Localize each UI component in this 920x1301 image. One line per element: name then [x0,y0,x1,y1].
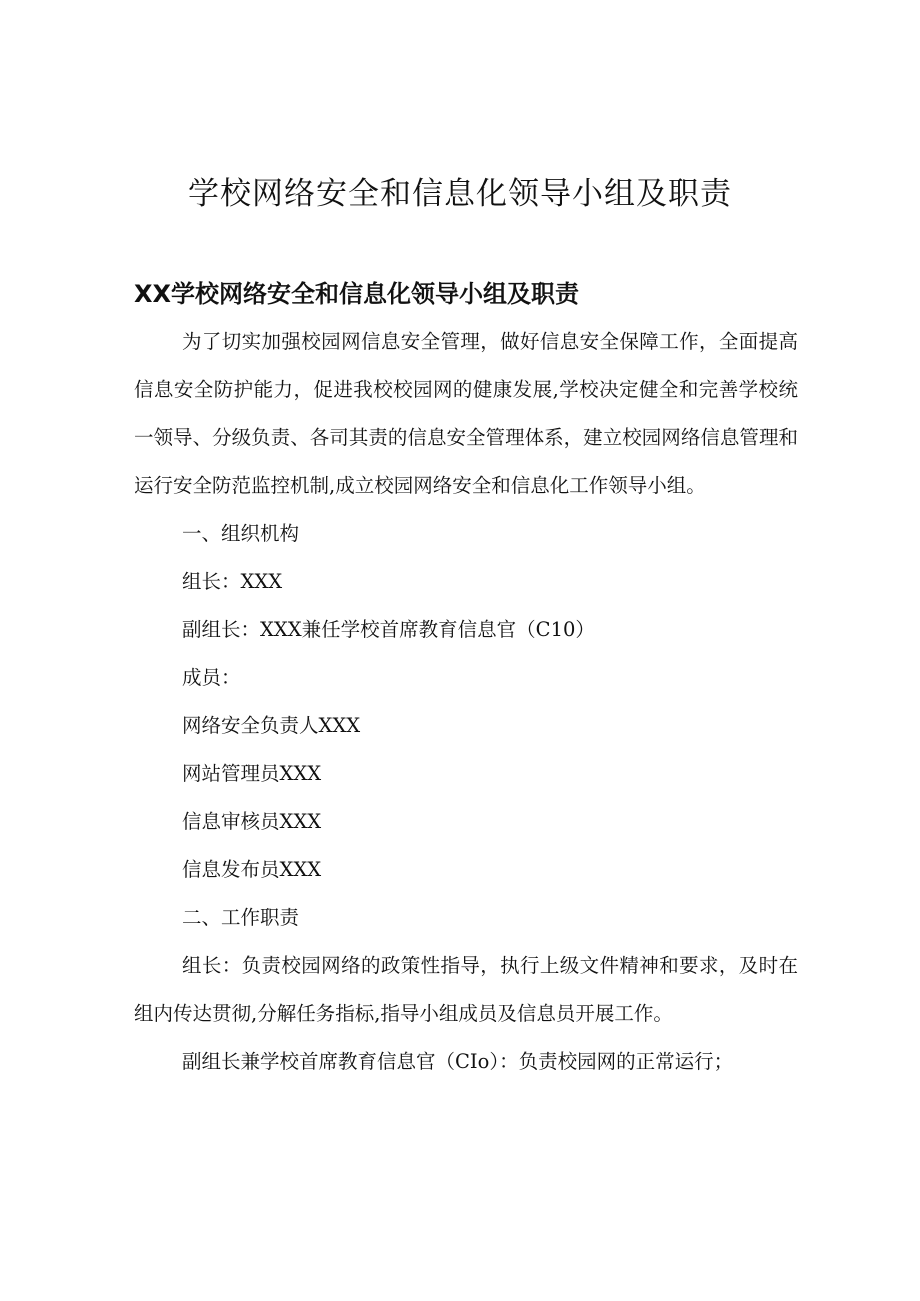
section1-heading: 一、组织机构 [182,522,300,545]
document-subtitle: XX学校网络安全和信息化领导小组及职责 [134,280,580,308]
member-item: 信息审核员XXX [182,810,322,833]
leader-line: 组长：XXX [182,570,283,593]
document-body [134,318,798,1086]
member-item: 网站管理员XXX [182,762,322,785]
member-item: 信息发布员XXX [182,858,322,881]
deputy-duty-paragraph: 副组长兼学校首席教育信息官（CIo）：负责校园网的正常运行； [182,1050,734,1073]
intro-paragraph: 为了切实加强校园网信息安全管理，做好信息安全保障工作，全面提高信息安全防护能力，促进我校校园网的健康发展,学校决定健全和完善学校统一领导、分级负责、各司其责的信息安全管理体系，建立校园网络信息管理和运行安全防范监控机制,成立校园网络安全和信息化工作领导小组。 [134,330,798,497]
document-title: 学校网络安全和信息化领导小组及职责 [188,176,732,212]
deputy-line: 副组长：XXX兼任学校首席教育信息官（C10） [182,618,595,641]
member-item: 网络安全负责人XXX [182,714,361,737]
section2-heading: 二、工作职责 [182,906,300,929]
members-label: 成员： [182,666,241,689]
leader-duty-paragraph: 组长：负责校园网络的政策性指导，执行上级文件精神和要求，及时在组内传达贯彻,分解任务指标,指导小组成员及信息员开展工作。 [134,954,798,1025]
